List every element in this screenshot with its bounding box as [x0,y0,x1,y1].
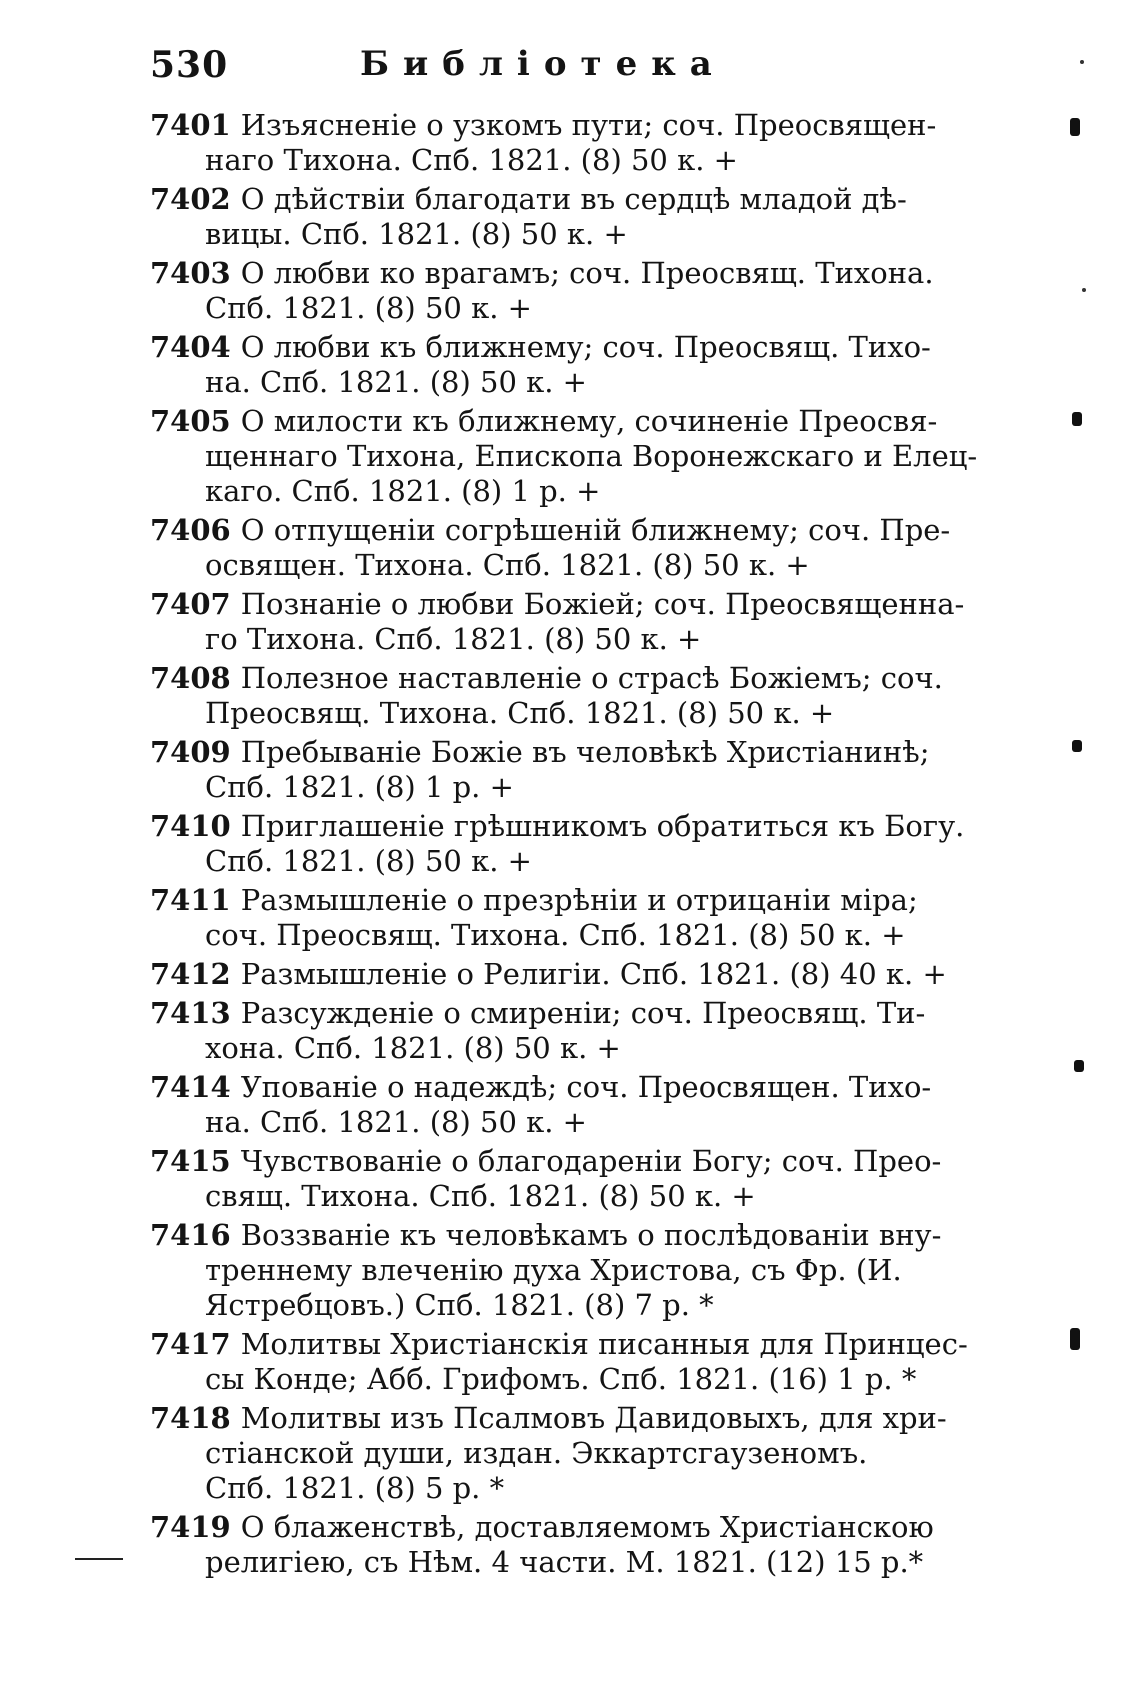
margin-mark [1070,118,1080,136]
entry-text: Познаніе о любви Божіей; соч. Преосвященна- [240,587,965,621]
entry-number: 7402 [150,182,231,216]
entry-text: Полезное наставленіе о страсѣ Божіемъ; соч. [240,661,943,695]
entry-text: треннему влеченію духа Христова, съ Фр. (И. [205,1253,902,1287]
entry-text: Изъясненіе о узкомъ пути; соч. Преосвящен- [240,108,937,142]
page-number: 530 [150,44,229,86]
entry-text: Спб. 1821. (8) 50 к. + [205,844,532,878]
entry-text: го Тихона. Спб. 1821. (8) 50 к. + [205,622,702,656]
entry-text: Преосвящ. Тихона. Спб. 1821. (8) 50 к. + [205,696,835,730]
entry-text: Размышленіе о презрѣніи и отрицаніи міра; [240,883,918,917]
entry-text: соч. Преосвящ. Тихона. Спб. 1821. (8) 50 к. + [205,918,906,952]
entry-text: Спб. 1821. (8) 1 р. + [205,770,514,804]
entry-text: Спб. 1821. (8) 5 р. * [205,1471,505,1505]
margin-mark [1074,1060,1084,1072]
margin-rule [75,1558,123,1560]
entry-text: О любви къ ближнему; соч. Преосвящ. Тихо- [240,330,931,364]
entry-number: 7418 [150,1401,231,1435]
entry-number: 7413 [150,996,231,1030]
entry-number: 7415 [150,1144,231,1178]
entry-text: О отпущеніи согрѣшеній ближнему; соч. Пре- [240,513,951,547]
entry-text: Чувствованіе о благодареніи Богу; соч. Прео- [240,1144,942,1178]
catalog-entry [150,1070,980,1140]
entry-text: наго Тихона. Спб. 1821. (8) 50 к. + [205,143,738,177]
entry-text: свящ. Тихона. Спб. 1821. (8) 50 к. + [205,1179,756,1213]
entry-number: 7407 [150,587,231,621]
margin-mark [1070,1328,1080,1350]
entry-number: 7404 [150,330,231,364]
catalog-entry [150,957,980,992]
catalog-entry [150,1510,980,1580]
entry-text: стіанской души, издан. Эккартсгаузеномъ. [205,1436,868,1470]
margin-mark [1072,740,1082,752]
catalog-entry [150,587,980,657]
entry-number: 7401 [150,108,231,142]
catalog-entry [150,809,980,879]
catalog-entry [150,256,980,326]
catalog-entry [150,108,980,178]
entry-text: Ястребцовъ.) Спб. 1821. (8) 7 р. * [205,1288,714,1322]
entry-number: 7403 [150,256,231,290]
catalog-entry [150,182,980,252]
margin-dot [1082,288,1086,292]
entry-text: Молитвы изъ Псалмовъ Давидовыхъ, для хри- [240,1401,947,1435]
catalog-entry [150,661,980,731]
entry-text: хона. Спб. 1821. (8) 50 к. + [205,1031,621,1065]
catalog-entry [150,330,980,400]
entry-number: 7411 [150,883,231,917]
entry-text: на. Спб. 1821. (8) 50 к. + [205,1105,587,1139]
page-header [150,38,990,88]
catalog-entries [150,108,980,1584]
catalog-entry [150,1401,980,1506]
entry-text: Пребываніе Божіе въ человѣкѣ Христіанинѣ; [240,735,930,769]
entry-text: Молитвы Христіанскія писанныя для Принцес- [240,1327,968,1361]
entry-number: 7406 [150,513,231,547]
catalog-entry [150,1327,980,1397]
entry-number: 7417 [150,1327,231,1361]
entry-text: Упованіе о надеждѣ; соч. Преосвящен. Тихо- [240,1070,932,1104]
entry-text: Размышленіе о Религіи. Спб. 1821. (8) 40 к. + [240,957,947,991]
catalog-entry [150,513,980,583]
catalog-entry [150,404,980,509]
catalog-entry [150,1144,980,1214]
entry-text: Приглашеніе грѣшникомъ обратиться къ Богу. [240,809,965,843]
entry-text: О любви ко врагамъ; соч. Преосвящ. Тихона. [240,256,934,290]
entry-text: О дѣйствіи благодати въ сердцѣ младой дѣ- [240,182,907,216]
catalog-entry [150,1218,980,1323]
catalog-entry [150,883,980,953]
entry-number: 7416 [150,1218,231,1252]
margin-dot [1080,60,1084,64]
entry-number: 7414 [150,1070,231,1104]
catalog-entry [150,735,980,805]
catalog-entry [150,996,980,1066]
entry-text: Разсужденіе о смиреніи; соч. Преосвящ. Ти- [240,996,926,1030]
entry-number: 7405 [150,404,231,438]
entry-number: 7419 [150,1510,231,1544]
entry-text: освящен. Тихона. Спб. 1821. (8) 50 к. + [205,548,810,582]
entry-text: О милости къ ближнему, сочиненіе Преосвя- [240,404,938,438]
running-title: Библіотека [360,44,726,84]
margin-mark [1072,412,1082,426]
entry-text: щеннаго Тихона, Епископа Воронежскаго и Елец- [205,439,978,473]
entry-number: 7412 [150,957,231,991]
entry-text: Спб. 1821. (8) 50 к. + [205,291,532,325]
entry-text: религіею, съ Нѣм. 4 части. М. 1821. (12) 15 р.* [205,1545,924,1579]
entry-text: О блаженствѣ, доставляемомъ Христіанскою [240,1510,934,1544]
entry-text: каго. Спб. 1821. (8) 1 р. + [205,474,601,508]
entry-number: 7408 [150,661,231,695]
entry-text: Воззваніе къ человѣкамъ о послѣдованіи вну- [240,1218,942,1252]
entry-text: на. Спб. 1821. (8) 50 к. + [205,365,587,399]
entry-text: сы Конде; Абб. Грифомъ. Спб. 1821. (16) 1 р. * [205,1362,917,1396]
entry-text: вицы. Спб. 1821. (8) 50 к. + [205,217,628,251]
entry-number: 7409 [150,735,231,769]
entry-number: 7410 [150,809,231,843]
